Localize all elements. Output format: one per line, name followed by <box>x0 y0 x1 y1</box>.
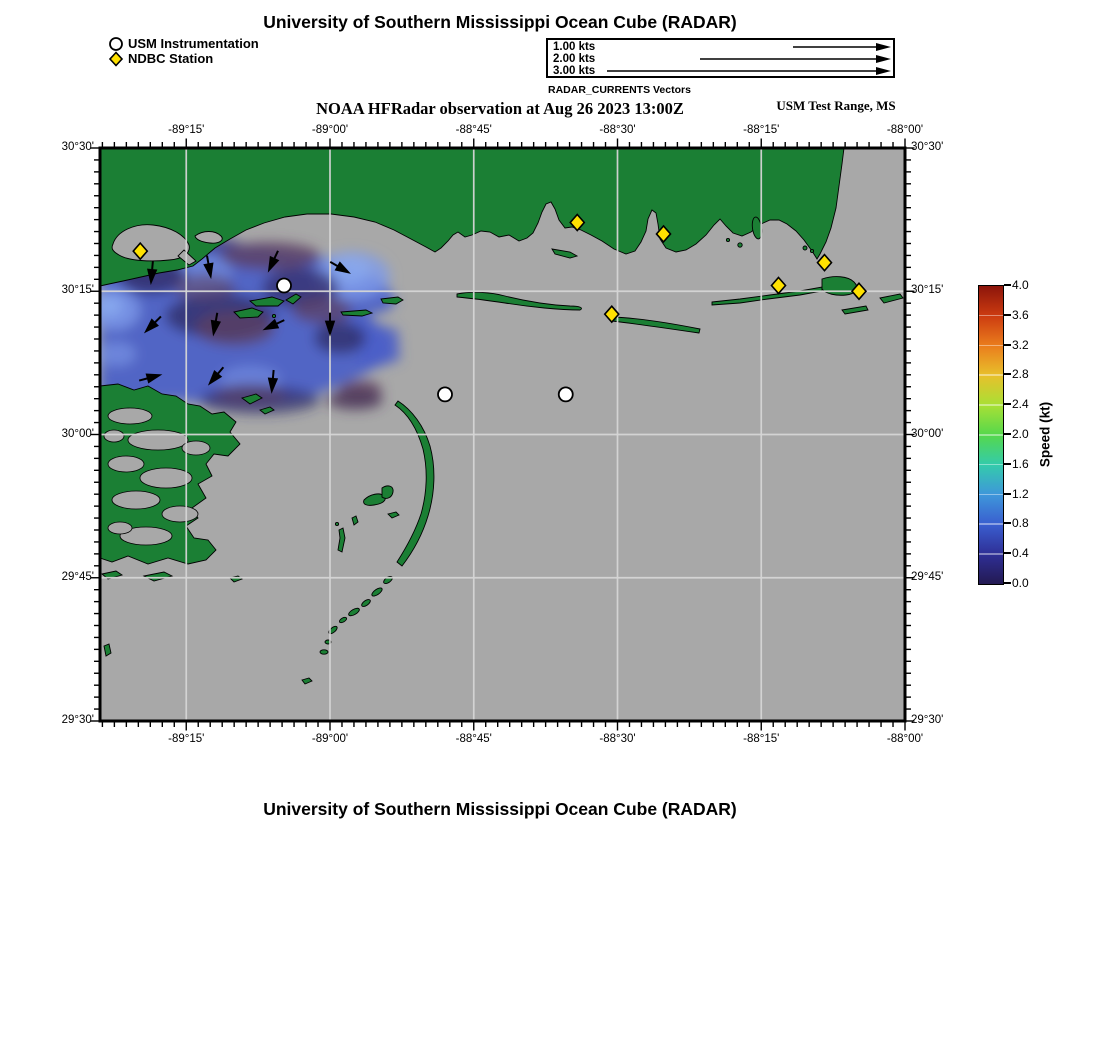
y-axis-tick-label-right: 30°30' <box>911 141 944 153</box>
x-axis-tick-label-bottom: -89°00' <box>311 733 349 745</box>
usm-station-marker <box>438 387 452 401</box>
islet <box>272 314 275 317</box>
colorbar-gridline <box>979 523 1003 525</box>
observation-subtitle: NOAA HFRadar observation at Aug 26 2023 13:00Z <box>316 99 684 118</box>
colorbar-gridline <box>979 464 1003 466</box>
x-axis-tick-label-top: -89°15' <box>168 124 205 136</box>
islet <box>726 238 729 241</box>
colorbar-tick-label: 1.6 <box>1012 456 1029 471</box>
footer-title: University of Southern Mississippi Ocean Cube (RADAR) <box>263 799 737 819</box>
colorbar-gridline <box>979 404 1003 406</box>
scale-arrowhead-3kt <box>876 67 891 75</box>
colorbar-tick-label: 3.6 <box>1012 307 1029 322</box>
colorbar-gridline <box>979 315 1003 317</box>
y-axis-tick-label-right: 30°00' <box>911 427 944 440</box>
colorbar-tick <box>1004 582 1011 584</box>
colorbar-title: Speed (kt) <box>1037 401 1053 468</box>
colorbar-tick-label: 0.0 <box>1012 576 1029 590</box>
x-axis-tick-label-bottom: -88°45' <box>455 733 492 745</box>
scale-arrowhead-2kt <box>876 55 891 63</box>
colorbar-tick <box>1004 463 1011 465</box>
colorbar-tick-label: 3.2 <box>1012 337 1029 352</box>
colorbar-tick <box>1004 284 1011 286</box>
usm-instrumentation-icon <box>108 36 124 52</box>
vector-scale-caption: RADAR_CURRENTS Vectors <box>548 84 691 96</box>
legend-label-usm: USM Instrumentation <box>128 36 259 51</box>
x-axis-tick-label-bottom: -89°15' <box>168 733 205 745</box>
colorbar-tick-label: 2.8 <box>1012 367 1029 382</box>
islet <box>803 246 807 250</box>
colorbar-tick <box>1004 552 1011 554</box>
ndbc-station-icon <box>108 51 124 67</box>
scale-row-2: 2.00 kts <box>553 53 596 65</box>
colorbar-gridline <box>979 434 1003 436</box>
x-axis-tick-label-top: -89°00' <box>311 124 349 136</box>
map-canvas <box>86 134 919 735</box>
chandeleur-tail <box>320 650 328 654</box>
colorbar-tick-label: 0.8 <box>1012 516 1029 531</box>
colorbar-tick <box>1004 522 1011 524</box>
colorbar-tick-label: 4.0 <box>1012 278 1029 292</box>
colorbar-tick <box>1004 403 1011 405</box>
x-axis-tick-label-top: -88°00' <box>886 124 924 136</box>
x-axis-tick-label-bottom: -88°15' <box>743 733 780 745</box>
page-title: University of Southern Mississippi Ocean Cube (RADAR) <box>263 12 737 32</box>
colorbar-tick <box>1004 433 1011 435</box>
colorbar-tick-label: 1.2 <box>1012 486 1029 501</box>
legend-label-ndbc: NDBC Station <box>128 51 214 66</box>
map-legend <box>108 36 259 66</box>
x-axis-tick-label-top: -88°30' <box>599 124 636 136</box>
x-axis-tick-label-top: -88°45' <box>455 124 492 136</box>
colorbar-tick-label: 0.4 <box>1012 546 1029 561</box>
islet <box>335 522 338 525</box>
islet <box>738 243 742 247</box>
islet <box>810 249 813 252</box>
x-axis-tick-label-bottom: -88°00' <box>886 733 924 745</box>
y-axis-tick-label-left: 29°30' <box>61 714 94 726</box>
y-axis-tick-label-left: 29°45' <box>61 570 94 583</box>
x-axis-tick-label-top: -88°15' <box>743 124 780 136</box>
scale-row-1: 1.00 kts <box>553 41 596 53</box>
colorbar-tick <box>1004 373 1011 375</box>
y-axis-tick-label-right: 29°45' <box>911 570 944 583</box>
colorbar-tick <box>1004 493 1011 495</box>
vector-scale-arrows <box>548 40 893 76</box>
y-axis-tick-label-right: 30°15' <box>911 284 944 297</box>
colorbar-gridline <box>979 553 1003 555</box>
legend-row-usm <box>108 36 259 51</box>
colorbar-tick <box>1004 344 1011 346</box>
x-axis-tick-label-bottom: -88°30' <box>599 733 636 745</box>
scale-arrowhead-1kt <box>876 43 891 51</box>
scale-row-3: 3.00 kts <box>553 65 596 77</box>
y-axis-tick-label-left: 30°00' <box>61 427 94 440</box>
usm-station-marker <box>277 279 291 293</box>
usm-station-marker <box>559 387 573 401</box>
legend-row-ndbc <box>108 51 259 66</box>
region-label: USM Test Range, MS <box>776 98 896 113</box>
colorbar-tick-label: 2.4 <box>1012 397 1029 412</box>
colorbar-gridline <box>979 345 1003 347</box>
y-axis-tick-label-right: 29°30' <box>911 714 944 726</box>
colorbar-tick-label: 2.0 <box>1012 427 1029 441</box>
y-axis-tick-label-left: 30°15' <box>61 284 94 297</box>
colorbar-gridline <box>979 494 1003 496</box>
colorbar <box>978 285 1004 585</box>
colorbar-tick <box>1004 314 1011 316</box>
vector-scale-box <box>546 38 895 78</box>
y-axis-tick-label-left: 30°30' <box>61 141 94 153</box>
colorbar-gridline <box>979 374 1003 376</box>
